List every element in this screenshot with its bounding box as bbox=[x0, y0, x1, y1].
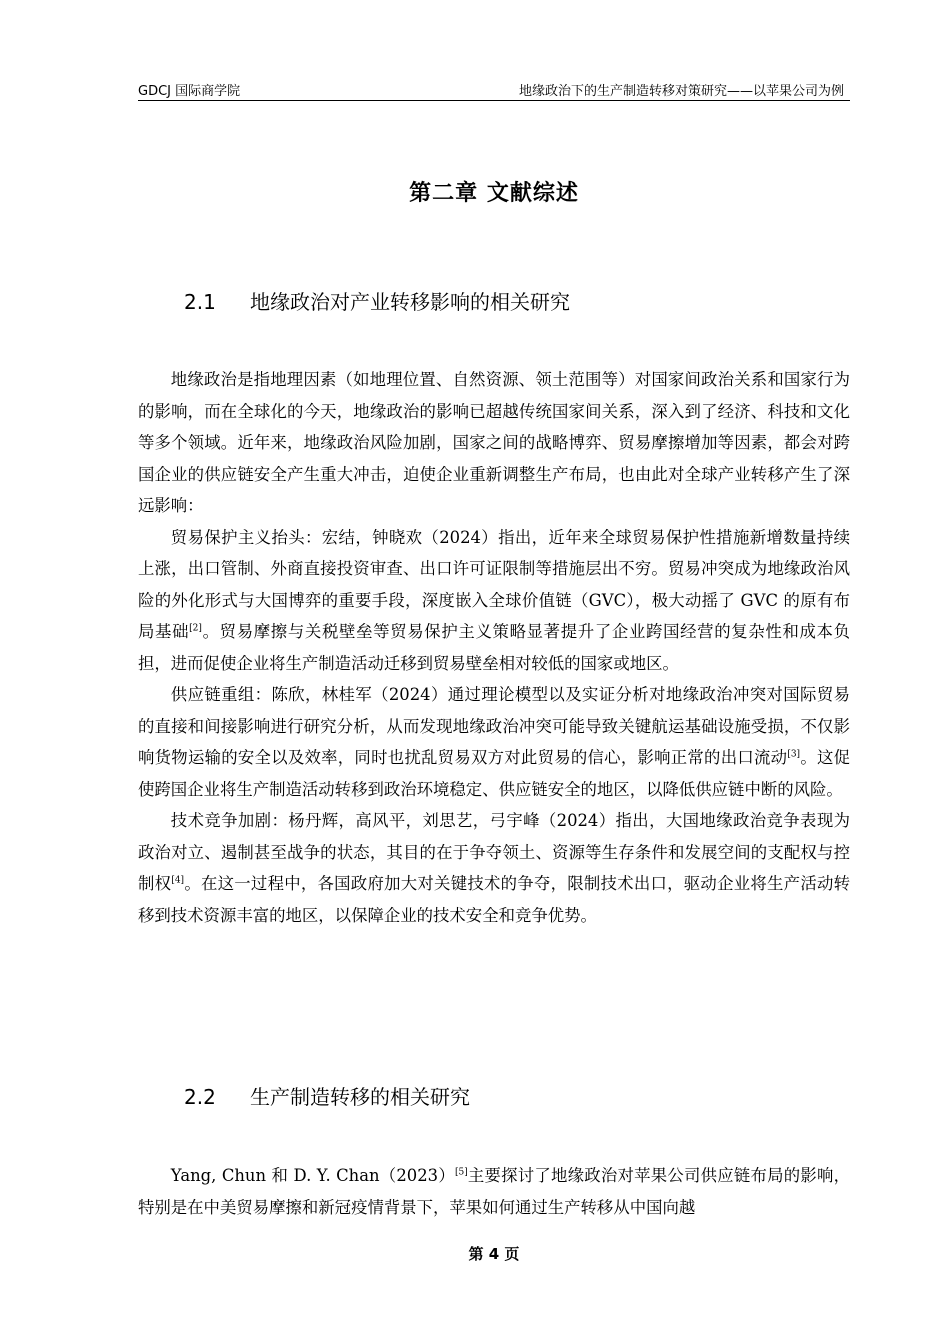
paragraph-text: 地缘政治是指地理因素（如地理位置、自然资源、领土范围等）对国家间政治关系和国家行为的影响，而在全球化的今天，地缘政治的影响已超越传统国家间关系，深入到了经济、科技和文化等多个领域。近年来，地缘政治风险加剧，国家之间的战略博弈、贸易摩擦增加等因素，都会对跨国企业的供应链安全产生重大冲击，迫使企业重新调整生产布局，也由此对全球产业转移产生了深远影响： bbox=[138, 370, 850, 515]
citation-ref: [3] bbox=[787, 749, 801, 760]
paragraph bbox=[138, 1160, 850, 1223]
section-heading-2-1 bbox=[184, 286, 570, 315]
paragraph-text-cont: 。在这一过程中，各国政府加大对关键技术的争夺，限制技术出口，驱动企业将生产活动转移到技术资源丰富的地区，以保障企业的技术安全和竞争优势。 bbox=[138, 874, 851, 925]
paragraph bbox=[138, 679, 850, 805]
section-title: 生产制造转移的相关研究 bbox=[250, 1085, 470, 1109]
page-header bbox=[138, 78, 850, 101]
paragraph-text-cont: 。贸易摩擦与关税壁垒等贸易保护主义策略显著提升了企业跨国经营的复杂性和成本负担，进而促使企业将生产制造活动迁移到贸易壁垒相对较低的国家或地区。 bbox=[138, 622, 851, 673]
paragraph-text: 技术竞争加剧：杨丹辉，高风平，刘思艺，弓宇峰（2024）指出，大国地缘政治竞争表现为政治对立、遏制甚至战争的状态，其目的在于争夺领土、资源等生存条件和发展空间的支配权与控制权 bbox=[138, 811, 850, 893]
chapter-title: 第二章 文献综述 bbox=[409, 181, 579, 206]
header-thesis-title: 地缘政治下的生产制造转移对策研究——以苹果公司为例 bbox=[518, 84, 844, 99]
paragraph-text: 供应链重组：陈欣，林桂军（2024）通过理论模型以及实证分析对地缘政治冲突对国际贸易的直接和间接影响进行研究分析，从而发现地缘政治冲突可能导致关键航运基础设施受损，不仅影响货物运输的安全以及效率，同时也扰乱贸易双方对此贸易的信心，影响正常的出口流动 bbox=[138, 685, 850, 767]
citation-ref: [2] bbox=[189, 623, 202, 634]
paragraph-text-cont: 主要探讨了地缘政治对苹果公司供应链布局的影响，特别是在中美贸易摩擦和新冠疫情背景下，苹果如何通过生产转移从中国向越 bbox=[138, 1166, 851, 1217]
paragraph-text-cont: 。这促使跨国企业将生产制造活动转移到政治环境稳定、供应链安全的地区，以降低供应链中断的风险。 bbox=[138, 748, 851, 799]
section-2-2-body bbox=[138, 1160, 850, 1223]
section-2-1-body bbox=[138, 364, 850, 931]
paragraph bbox=[138, 364, 850, 522]
section-number: 2.2 bbox=[184, 1085, 216, 1109]
paragraph-text: Yang, Chun 和 D. Y. Chan（2023） bbox=[170, 1166, 455, 1185]
citation-ref: [5] bbox=[454, 1167, 468, 1178]
section-number: 2.1 bbox=[184, 290, 216, 314]
paragraph bbox=[138, 522, 850, 680]
citation-ref: [4] bbox=[171, 875, 185, 886]
section-heading-2-2 bbox=[184, 1081, 470, 1110]
section-title: 地缘政治对产业转移影响的相关研究 bbox=[250, 290, 570, 314]
paragraph-text: 贸易保护主义抬头：宏结，钟晓欢（2024）指出，近年来全球贸易保护性措施新增数量持续上涨，出口管制、外商直接投资审查、出口许可证限制等措施层出不穷。贸易冲突成为地缘政治风险的外化形式与大国博弈的重要手段，深度嵌入全球价值链（GVC），极大动摇了 GVC 的原有布局基础 bbox=[138, 527, 850, 641]
paragraph bbox=[138, 805, 850, 931]
page-number: 第 4 页 bbox=[468, 1245, 520, 1263]
header-institution: GDCJ 国际商学院 bbox=[138, 84, 241, 99]
